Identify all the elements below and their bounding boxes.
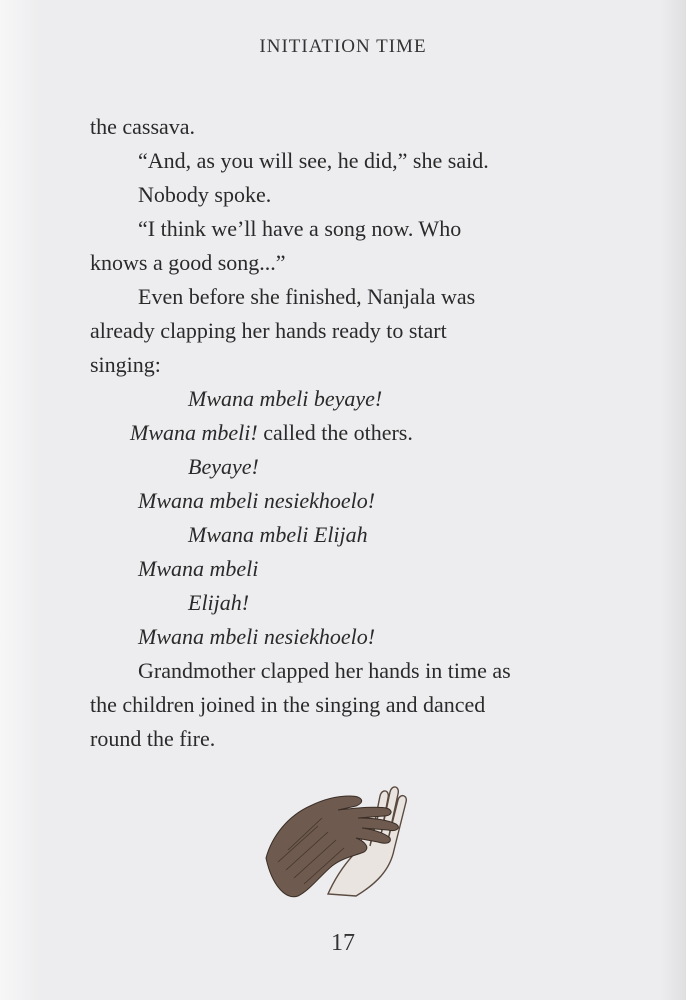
text-line: singing: [90, 352, 161, 377]
song-line: Elijah! [188, 590, 250, 615]
running-head: INITIATION TIME [259, 36, 427, 57]
text-line: round the fire. [90, 726, 216, 751]
text-line: already clapping her hands ready to start [90, 318, 447, 343]
song-response-line [130, 420, 413, 446]
text-line: “I think we’ll have a song now. Who [138, 216, 462, 241]
clapping-hands-icon [258, 766, 418, 906]
song-line: Mwana mbeli nesiekhoelo! [138, 624, 376, 649]
text-line: Grandmother clapped her hands in time as [138, 658, 511, 683]
song-line: Mwana mbeli [138, 556, 259, 581]
song-line: Mwana mbeli beyaye! [188, 386, 383, 411]
text-line: Nobody spoke. [138, 182, 272, 207]
text-line: knows a good song...” [90, 250, 286, 275]
song-line: Mwana mbeli nesiekhoelo! [138, 488, 376, 513]
text-line: the children joined in the singing and danced [90, 692, 486, 717]
page-number: 17 [331, 930, 355, 956]
text-line: Even before she finished, Nanjala was [138, 284, 476, 309]
song-line: Mwana mbeli Elijah [188, 522, 368, 547]
song-line: Beyaye! [188, 454, 259, 479]
song-call: Mwana mbeli! [130, 420, 258, 445]
song-call-attribution: called the others. [263, 420, 413, 445]
text-line: the cassava. [90, 114, 196, 139]
text-line: “And, as you will see, he did,” she said. [138, 148, 489, 173]
